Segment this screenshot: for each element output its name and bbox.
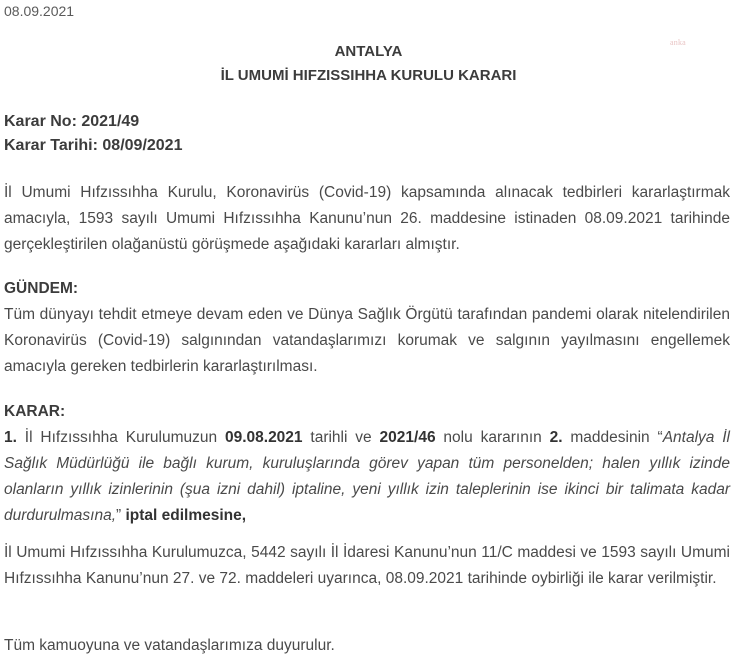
agenda-label: GÜNDEM: — [4, 280, 79, 297]
decision-result: iptal edilmesine, — [125, 507, 247, 524]
decision-article: 2. — [549, 429, 563, 446]
decision-label: KARAR: — [4, 403, 66, 420]
decision-quote: Antalya İl Sağlık Müdürlüğü ile bağlı kurum, kuruluşlarında görev yapan tüm personelden; halen yıllık izinde olanların yıllık izinlerinin (şua izni dahil) iptaline, yeni yıllık izin taleplerinin ise ikinci bir talimata kadar durdurulmasına, — [4, 429, 730, 524]
title-city: ANTALYA — [334, 43, 403, 60]
decision-text-b: tarihli ve — [302, 429, 380, 446]
decision-item-number: 1. — [4, 429, 17, 446]
decision-section — [4, 399, 730, 529]
decision-number: Karar No: 2021/49 — [4, 113, 140, 130]
document-date: 08.09.2021 — [4, 3, 75, 19]
decision-text-c: nolu kararının — [435, 429, 550, 446]
decision-date: Karar Tarihi: 08/09/2021 — [4, 137, 183, 154]
decision-meta — [4, 110, 182, 158]
closing-paragraph: İl Umumi Hıfzıssıhha Kurulumuzca, 5442 sayılı İl İdaresi Kanunu’nun 11/C maddesi ve 1593 sayılı Umumi Hıfzıssıhha Kanunu’nun 27. ve 72. maddeleri uyarınca, 08.09.2021 tarihinde oybirliği ile karar verilmiştir. — [4, 544, 730, 587]
decision-text-e: ” — [116, 507, 126, 524]
decision-text-a: İl Hıfzıssıhha Kurulumuzun — [16, 429, 225, 446]
intro-paragraph: İl Umumi Hıfzıssıhha Kurulu, Koronavirüs (Covid-19) kapsamında alınacak tedbirleri kararlaştırmak amacıyla, 1593 sayılı Umumi Hıfzıssıhha Kanunu’nun 26. maddesine istinaden 08.09.2021 tarihinde gerçekleştirilen olağanüstü görüşmede aşağıdaki kararları almıştır. — [4, 184, 730, 253]
decision-text-d: maddesinin “ — [562, 429, 663, 446]
decision-ref-number: 2021/46 — [379, 429, 436, 446]
announcement-text: Tüm kamuoyuna ve vatandaşlarımıza duyurulur. — [4, 637, 335, 654]
document-title — [0, 40, 737, 88]
watermark-logo: anka — [670, 38, 686, 47]
agenda-section — [4, 276, 730, 380]
title-heading: İL UMUMİ HIFZISSIHHA KURULU KARARI — [220, 67, 517, 84]
agenda-text: Tüm dünyayı tehdit etmeye devam eden ve Dünya Sağlık Örgütü tarafından pandemi olarak nitelendirilen Koronavirüs (Covid-19) salgınından vatandaşlarımızı korumak ve salgının yayılmasını engellemek amacıyla gereken tedbirlerin kararlaştırılması. — [4, 306, 730, 375]
decision-ref-date: 09.08.2021 — [224, 429, 303, 446]
